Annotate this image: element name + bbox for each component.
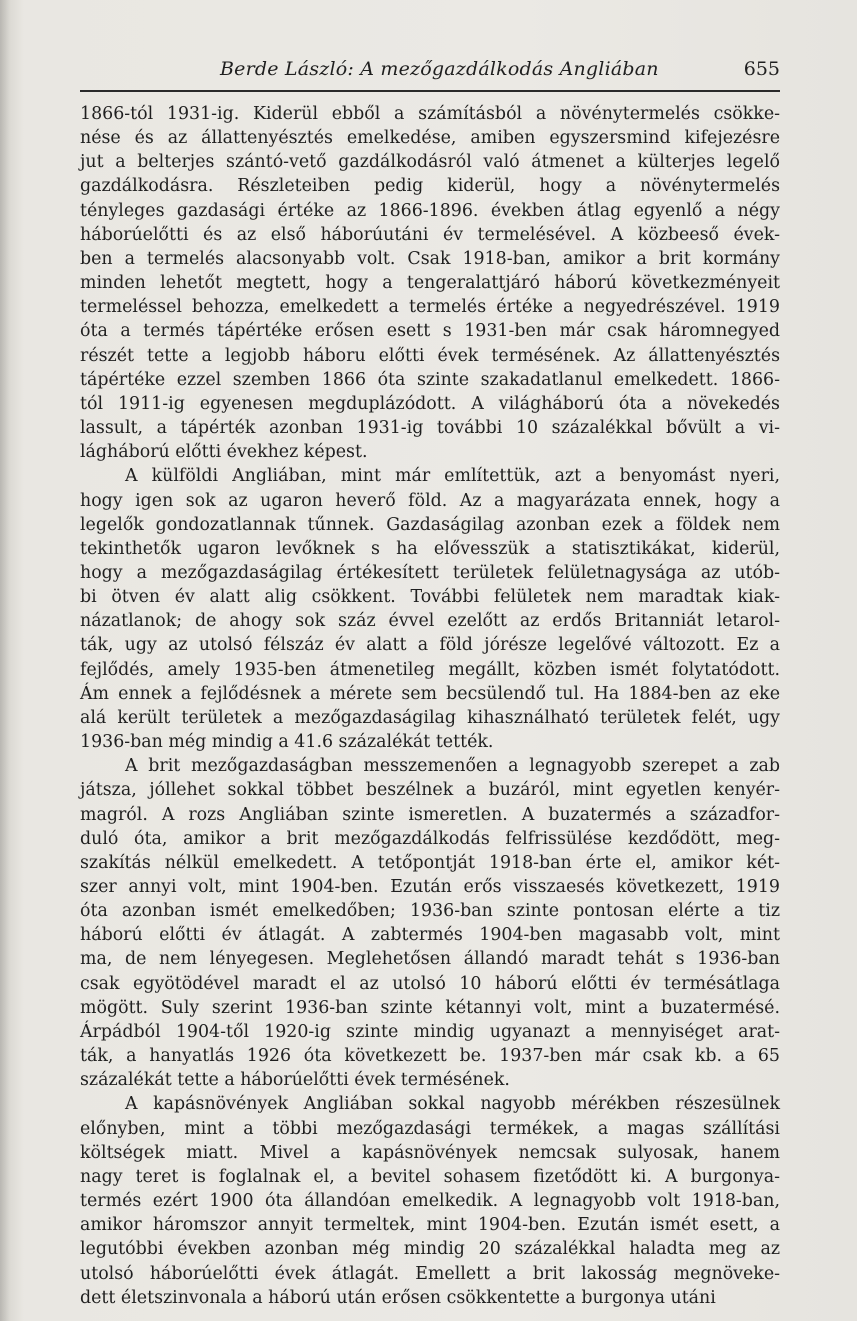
paragraph	[80, 464, 780, 754]
text-line: magról. A rozs Angliában szinte ismeretlen. A buzatermés a századfor-	[80, 804, 780, 825]
text-line: óta azonban ismét emelkedőben; 1936-ban szinte pontosan elérte a tiz	[80, 901, 780, 922]
text-line: előnyben, mint a többi mezőgazdasági termékek, a magas szállítási	[80, 1118, 780, 1139]
text-line: mögött. Suly szerint 1936-ban szinte kétannyi volt, mint a buzatermésé.	[80, 997, 780, 1018]
text-line: tényleges gazdasági értéke az 1866-1896. években átlag egyenlő a négy	[80, 200, 780, 221]
text-line: szakítás nélkül emelkedett. A tetőpontját 1918-ban érte el, amikor két-	[80, 852, 780, 873]
text-line: ták, ugy az utolsó félszáz év alatt a föld jórésze legelővé változott. Ez a	[80, 635, 780, 656]
text-line: óta a termés tápértéke erősen esett s 1931-ben már csak háromnegyed	[80, 321, 780, 342]
text-line: dett életszinvonala a háború után erősen csökkentette a burgonya utáni	[80, 1287, 716, 1308]
text-line: ták, a hanyatlás 1926 óta következett be. 1937-ben már csak kb. a 65	[80, 1046, 780, 1067]
text-line: A brit mezőgazdaságban messzemenően a legnagyobb szerepet a zab	[125, 756, 780, 777]
text-line: A külföldi Angliában, mint már említettük, azt a benyomást nyeri,	[125, 466, 780, 487]
text-line: Árpádból 1904-től 1920-ig szinte mindig ugyanazt a mennyiséget arat-	[80, 1021, 780, 1042]
running-header	[80, 56, 780, 92]
text-line: ben a termelés alacsonyabb volt. Csak 1918-ban, amikor a brit kormány	[80, 248, 780, 269]
text-line: termeléssel behozza, emelkedett a termelés értéke a negyedrészével. 1919	[80, 297, 780, 318]
text-line: szer annyi volt, mint 1904-ben. Ezután erős visszaesés következett, 1919	[80, 877, 780, 897]
text-line: tól 1911-ig egyenesen megduplázódott. A világháború óta a növekedés	[80, 393, 780, 414]
text-line: bi ötven év alatt alig csökkent. További felületek nem maradtak kiak-	[80, 587, 780, 608]
text-line: csak egyötödével maradt el az utolsó 10 háború előtti év termésátlaga	[80, 973, 780, 994]
text-line: jut a belterjes szántó-vető gazdálkodásról való átmenet a külterjes legelő	[80, 152, 780, 173]
text-line: termés ezért 1900 óta állandóan emelkedik. A legnagyobb volt 1918-ban,	[80, 1191, 780, 1212]
text-line: 1866-tól 1931-ig. Kiderül ebből a számításból a növénytermelés csökke-	[80, 104, 780, 124]
text-line: legelők gondozatlannak tűnnek. Gazdaságilag azonban ezek a földek nem	[80, 514, 780, 535]
text-line: költségek miatt. Mivel a kapásnövények nemcsak sulyosak, hanem	[80, 1142, 780, 1163]
text-line: ma, de nem lényegesen. Meglehetősen állandó maradt tehát s 1936-ban	[80, 949, 780, 970]
text-line: háború előtti év átlagát. A zabtermés 1904-ben magasabb volt, mint	[80, 925, 780, 946]
body-text	[80, 102, 780, 1310]
paragraph	[80, 102, 780, 464]
text-line: 1936-ban még mindig a 41.6 százalékát tették.	[80, 732, 494, 753]
text-line: názatlanok; de ahogy sok száz évvel ezelőtt az erdős Britanniát letarol-	[80, 611, 780, 632]
paragraph	[80, 1092, 780, 1309]
header-rule	[80, 90, 780, 92]
text-line: tápértéke ezzel szemben 1866 óta szinte szakadatlanul emelkedett. 1866-	[80, 369, 780, 390]
text-line: gazdálkodásra. Részleteiben pedig kiderül, hogy a növénytermelés	[80, 176, 780, 197]
page-number: 655	[743, 58, 780, 80]
text-line: lassult, a tápérték azonban 1931-ig további 10 százalékkal bővült a vi-	[80, 418, 780, 439]
text-line: lágháború előtti évekhez képest.	[80, 442, 368, 463]
text-line: fejlődés, amely 1935-ben átmenetileg megállt, közben ismét folytatódott.	[80, 659, 780, 680]
text-line: nagy teret is foglalnak el, a bevitel sohasem fizetődött ki. A burgonya-	[80, 1166, 780, 1187]
text-line: amikor háromszor annyit termeltek, mint 1904-ben. Ezután ismét esett, a	[80, 1215, 780, 1236]
text-line: Ám ennek a fejlődésnek a mérete sem becsülendő tul. Ha 1884-ben az eke	[80, 683, 780, 704]
text-line: tekinthetők ugaron levőknek s ha elővesszük a statisztikákat, kiderül,	[80, 538, 780, 559]
text-line: háborúelőtti és az első háborúutáni év termelésével. A közbeeső évek-	[80, 224, 780, 245]
text-line: játsza, jóllehet sokkal többet beszélnek a buzáról, mint egyetlen kenyér-	[80, 780, 780, 801]
text-line: minden lehetőt megtett, hogy a tengeralattjáró háború következményeit	[80, 273, 780, 294]
text-line: utolsó háborúelőtti évek átlagát. Emellett a brit lakosság megnöveke-	[80, 1263, 780, 1284]
text-line: nése és az állattenyésztés emelkedése, amiben egyszersmind kifejezésre	[80, 128, 780, 149]
text-line: duló óta, amikor a brit mezőgazdálkodás felfrissülése kezdődött, meg-	[80, 828, 780, 849]
text-line: legutóbbi években azonban még mindig 20 százalékkal haladta meg az	[80, 1239, 780, 1260]
text-line: százalékát tette a háborúelőtti évek termésének.	[80, 1070, 510, 1091]
text-line: hogy a mezőgazdaságilag értékesített területek felületnagysága az utób-	[80, 562, 780, 583]
text-line: hogy igen sok az ugaron heverő föld. Az a magyarázata ennek, hogy a	[80, 490, 780, 511]
running-title: Berde László: A mezőgazdálkodás Angliában	[220, 58, 659, 80]
text-line: részét tette a legjobb háboru előtti évek termésének. Az állattenyésztés	[80, 345, 780, 366]
text-line: A kapásnövények Angliában sokkal nagyobb mérékben részesülnek	[125, 1094, 780, 1115]
text-line: alá került területek a mezőgazdaságilag kihasználható területek felét, ugy	[80, 707, 780, 728]
paragraph	[80, 754, 780, 1092]
